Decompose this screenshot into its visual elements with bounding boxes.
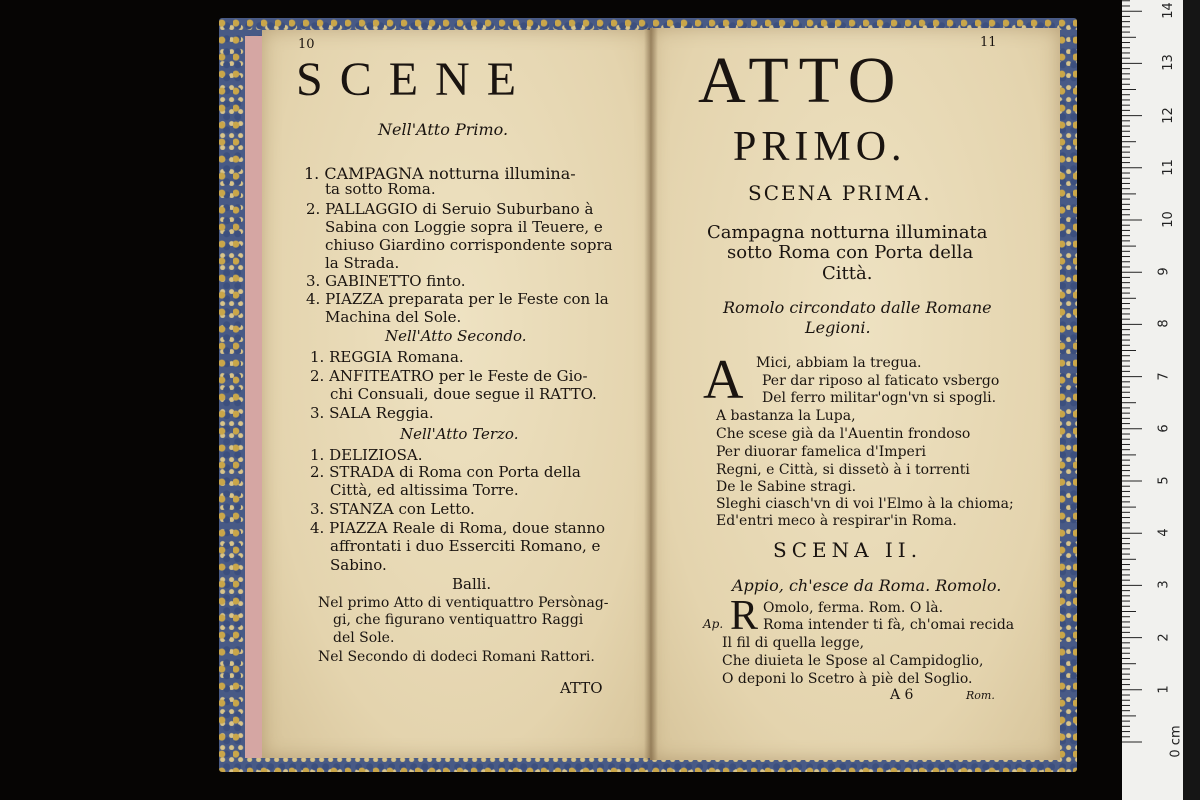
verse-line: Sleghi ciasch'vn di voi l'Elmo à la chioma; (716, 496, 1014, 512)
balli-line: Nel primo Atto di ventiquattro Persònag- (318, 595, 609, 611)
verse-line: De le Sabine stragi. (716, 479, 857, 495)
ruler-label: 1 (1156, 685, 1172, 694)
signature-mark: A 6 (890, 687, 914, 703)
ruler-label: 5 (1156, 476, 1172, 485)
setting-line: Campagna notturna illuminata (707, 222, 988, 243)
drop-cap: R (730, 593, 759, 639)
scene-item: la Strada. (325, 254, 400, 272)
verse-line: Il fil di quella legge, (722, 635, 865, 651)
ruler-edge (1183, 0, 1200, 800)
scene-item: 1. CAMPAGNA notturna illumina- (304, 164, 576, 183)
ruler-label: 8 (1156, 319, 1172, 329)
scene-item: 1. DELIZIOSA. (310, 446, 423, 464)
scene-item: 3. GABINETTO finto. (306, 272, 466, 290)
ruler-label: 10 (1160, 211, 1176, 228)
page-title-left: SCENE (296, 53, 534, 106)
scene-item: 4. PIAZZA Reale di Roma, doue stanno (310, 519, 606, 537)
setting-line: Città. (822, 263, 873, 284)
ruler-label: 13 (1160, 54, 1176, 72)
ruler-label: 7 (1156, 371, 1172, 381)
scene-item: 2. ANFITEATRO per le Feste de Gio- (310, 367, 588, 385)
act2-heading: Nell'Atto Secondo. (385, 327, 527, 345)
ruler-label: 2 (1156, 632, 1172, 642)
scene-item: affrontati i duo Esserciti Romano, e (330, 537, 601, 555)
verse-line: Omolo, ferma. Rom. O là. (763, 600, 944, 616)
page-number-left: 10 (298, 37, 315, 52)
verse-line: Per diuorar famelica d'Imperi (716, 444, 926, 460)
ruler-label: 12 (1160, 106, 1176, 124)
scene-item: 2. PALLAGGIO di Seruio Suburbano à (306, 200, 594, 218)
catchword-left: ATTO (560, 679, 603, 697)
book-gutter (644, 28, 658, 760)
scene-item: Città, ed altissima Torre. (330, 481, 519, 499)
scene2-characters: Appio, ch'esce da Roma. Romolo. (732, 576, 1002, 595)
drop-cap: A (703, 349, 744, 411)
scene-item: 4. PIAZZA preparata per le Feste con la (306, 290, 609, 308)
setting-line: sotto Roma con Porta della (727, 242, 974, 263)
scene-item: chiuso Giardino corrispondente sopra (325, 236, 613, 254)
ruler-label: 9 (1156, 267, 1172, 276)
speaker-label: Ap. (703, 617, 724, 631)
act3-heading: Nell'Atto Terzo. (400, 425, 519, 443)
balli-line: Nel Secondo di dodeci Romani Rattori. (318, 649, 595, 665)
ruler-label: 11 (1160, 159, 1176, 176)
ruler-ticks (1122, 0, 1188, 800)
verse-line: Mici, abbiam la tregua. (756, 355, 922, 371)
verse-line: A bastanza la Lupa, (716, 408, 856, 424)
scene-item: 2. STRADA di Roma con Porta della (310, 463, 581, 481)
measurement-ruler (1122, 0, 1188, 800)
act-subtitle: PRIMO. (733, 124, 907, 170)
ruler-label: 4 (1156, 528, 1172, 537)
verse-line: O deponi lo Scetro à piè del Soglio. (722, 671, 973, 687)
catchword-right: Rom. (966, 689, 995, 702)
scene-item: chi Consuali, doue segue il RATTO. (330, 385, 597, 403)
verse-line: Roma intender ti fà, ch'omai recida (763, 617, 1015, 633)
verse-line: Del ferro militar'ogn'vn si spogli. (762, 390, 997, 406)
verse-line: Ed'entri meco à respirar'in Roma. (716, 513, 957, 529)
act-title: ATTO (698, 44, 906, 117)
verse-line: Regni, e Città, si dissetò à i torrenti (716, 462, 970, 478)
scene-item: Machina del Sole. (325, 308, 462, 326)
scene-item: 3. SALA Reggia. (310, 404, 434, 422)
scene-item: ta sotto Roma. (325, 180, 436, 198)
characters-line: Romolo circondato dalle Romane (723, 298, 992, 317)
scene-item: Sabina con Loggie sopra il Teuere, e (325, 218, 603, 236)
verse-line: Che diuieta le Spose al Campidoglio, (722, 653, 984, 669)
ruler-label: 6 (1156, 424, 1172, 433)
characters-line: Legioni. (805, 318, 871, 337)
ruler-label: 3 (1156, 580, 1172, 590)
verse-line: Per dar riposo al faticato vsbergo (762, 373, 1000, 389)
balli-line: gi, che figurano ventiquattro Raggi (333, 612, 584, 628)
scene1-heading: SCENA PRIMA. (748, 181, 932, 205)
scene-item: Sabino. (330, 556, 387, 574)
act1-heading: Nell'Atto Primo. (378, 120, 509, 139)
scene2-heading: SCENA II. (773, 538, 923, 562)
ruler-label: 0 cm (1168, 725, 1184, 758)
verse-line: Che scese già da l'Auentin frondoso (716, 426, 971, 442)
scene-item: 3. STANZA con Letto. (310, 500, 475, 518)
scene-item: 1. REGGIA Romana. (310, 348, 464, 366)
page-number-right: 11 (980, 35, 997, 50)
balli-heading: Balli. (452, 575, 492, 593)
balli-line: del Sole. (333, 630, 395, 646)
ruler-label: 14 (1160, 2, 1176, 19)
